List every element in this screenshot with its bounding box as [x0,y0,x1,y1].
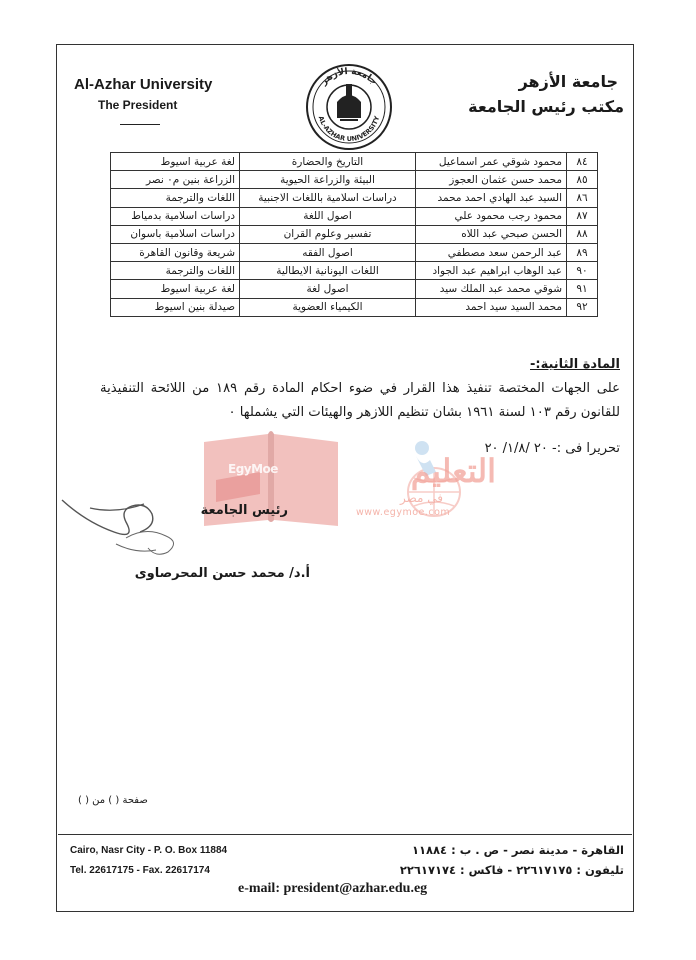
row-program: اصول اللغة [240,207,416,225]
table-row [111,262,598,280]
row-name: محمود شوقي عمر اسماعيل [416,153,567,171]
row-name: عبد الوهاب ابراهيم عبد الجواد [416,262,567,280]
footer-address-ar: القاهرة - مدينة نصر - ص . ب : ١١٨٨٤ [411,843,624,857]
row-program: اصول الفقه [240,243,416,261]
watermark-brand-ar: التعليم [410,452,496,490]
footer-phone-ar: تليفون : ٢٢٦١٧١٧٥ - فاكس : ٢٢٦١٧١٧٤ [399,863,624,877]
office-name-ar: مكتب رئيس الجامعة [468,97,624,116]
page-indicator: صفحة ( ) من ( ) [78,795,148,806]
header-dash [120,124,160,125]
article-title: المادة الثانية:- [530,357,620,372]
row-number: ٨٤ [567,153,598,171]
watermark-sub-ar: في مصر [400,491,444,505]
row-number: ٩٠ [567,262,598,280]
seal-text-ar: جامعة الأزهر [319,66,379,88]
footer-phone-en: Tel. 22617175 - Fax. 22617174 [70,865,210,876]
row-faculty: دراسات اسلامية بدمياط [111,207,240,225]
row-name: الحسن صبحي عبد اللاه [416,225,567,243]
row-program: الكيمياء العضوية [240,298,416,316]
university-seal-icon [304,62,394,152]
watermark-logo-text: EgyMoe [228,462,278,476]
president-title: رئيس الجامعة [200,503,288,518]
footer-email: e-mail: president@azhar.edu.eg [238,881,428,896]
row-name: محمد السيد سيد احمد [416,298,567,316]
university-name-en: Al-Azhar University [74,76,213,93]
footer-address-en: Cairo, Nasr City - P. O. Box 11884 [70,845,228,856]
table-row [111,189,598,207]
row-faculty: لغة عربية اسيوط [111,153,240,171]
article-body: على الجهات المختصة تنفيذ هذا القرار في ضوء احكام المادة رقم ١٨٩ من اللائحة التنفيذية للقانون رقم ١٠٣ لسنة ١٩٦١ بشان تنظيم اللازهر والهيئات التي يشملها ٠ [100,381,620,420]
seal-text-en: AL-AZHAR UNIVERSITY [316,115,382,144]
watermark-url: www.egymoe.com [356,507,451,518]
table-row [111,243,598,261]
table-row [111,280,598,298]
names-table [110,152,598,317]
row-faculty: لغة عربية اسيوط [111,280,240,298]
footer-divider [58,834,632,835]
row-faculty: اللغات والترجمة [111,189,240,207]
row-number: ٩١ [567,280,598,298]
row-number: ٨٧ [567,207,598,225]
president-name: أ.د/ محمد حسن المحرصاوى [134,566,310,581]
issue-date: تحريرا فى :- ٢٠ /١/٨/ ٢٠ [484,441,620,456]
table-row [111,225,598,243]
row-faculty: الزراعة بنين م٠ نصر [111,171,240,189]
row-program: التاريخ والحضارة [240,153,416,171]
row-program: تفسير وعلوم القران [240,225,416,243]
row-program: دراسات اسلامية باللغات الاجنبية [240,189,416,207]
row-faculty: صيدلة بنين اسيوط [111,298,240,316]
row-number: ٨٩ [567,243,598,261]
table-row [111,298,598,316]
row-faculty: شريعة وقانون القاهرة [111,243,240,261]
row-number: ٨٦ [567,189,598,207]
row-faculty: دراسات اسلامية باسوان [111,225,240,243]
row-program: البيئة والزراعة الحيوية [240,171,416,189]
row-name: عبد الرحمن سعد مصطفي [416,243,567,261]
university-name-ar: جامعة الأزهر [518,72,618,91]
row-number: ٩٢ [567,298,598,316]
row-program: اصول لغة [240,280,416,298]
handwritten-signature [56,492,196,562]
row-name: محمد حسن عثمان العجوز [416,171,567,189]
table-row [111,153,598,171]
table-row [111,171,598,189]
row-number: ٨٨ [567,225,598,243]
table-row [111,207,598,225]
row-number: ٨٥ [567,171,598,189]
row-name: السيد عبد الهادي احمد محمد [416,189,567,207]
row-program: اللغات اليونانية الايطالية [240,262,416,280]
office-name-en: The President [98,98,178,112]
row-name: شوقي محمد عبد الملك سيد [416,280,567,298]
row-name: محمود رجب محمود علي [416,207,567,225]
row-faculty: اللغات والترجمة [111,262,240,280]
